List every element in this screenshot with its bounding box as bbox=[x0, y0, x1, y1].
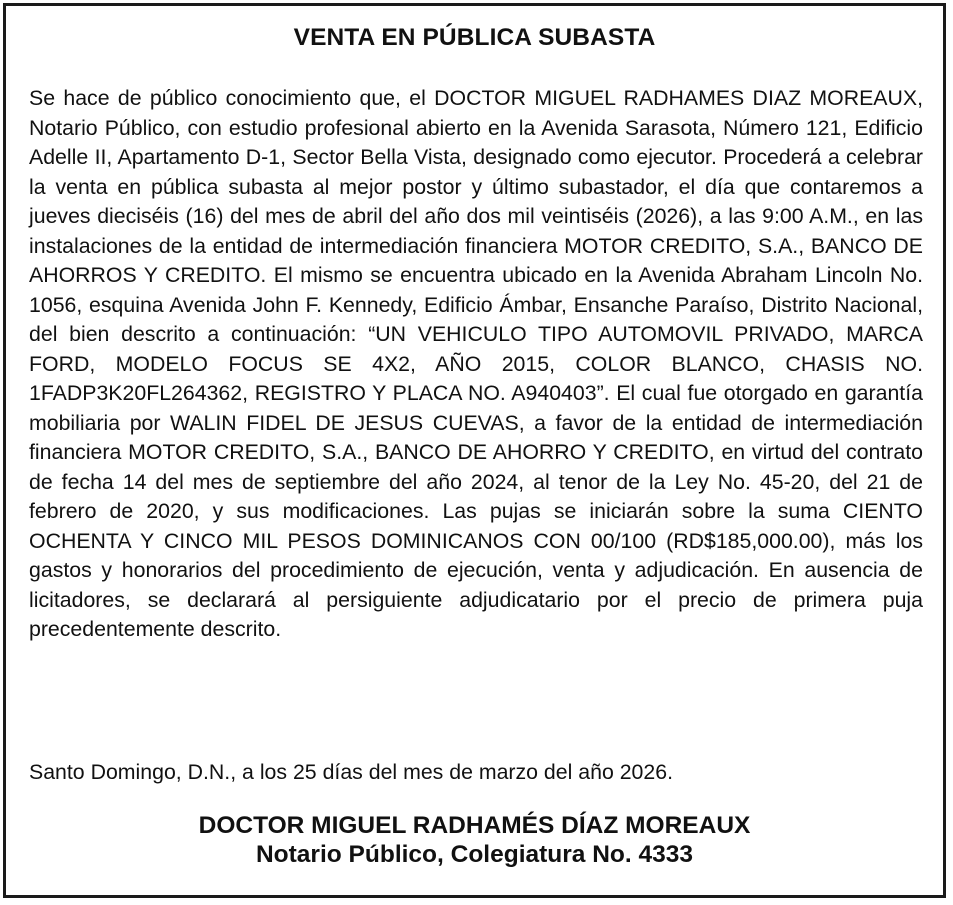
signature-block bbox=[6, 811, 943, 869]
notice-place-date: Santo Domingo, D.N., a los 25 días del mes de marzo del año 2026. bbox=[29, 760, 674, 784]
notice-title: VENTA EN PÚBLICA SUBASTA bbox=[293, 24, 656, 51]
signature-role: Notario Público, Colegiatura No. 4333 bbox=[255, 841, 693, 868]
notice-frame bbox=[3, 3, 946, 898]
notice-body: Se hace de público conocimiento que, el DOCTOR MIGUEL RADHAMES DIAZ MOREAUX, Notario Público, con estudio profesional abierto en la Avenida Sarasota, Número 121, Edificio Adelle II, Apartamento D-1, Sector Bella Vista, designado como ejecutor. Procederá a celebrar la venta en pública subasta al mejor postor y último subastador, el día que contaremos a jueves dieciséis (16) del mes de abril del año dos mil veintiséis (2026), a las 9:00 A.M., en las instalaciones de la entidad de intermediación financiera MOTOR CREDITO, S.A., BANCO DE AHORROS Y CREDITO. El mismo se encuentra ubicado en la Avenida Abraham Lincoln No. 1056, esquina Avenida John F. Kennedy, Edificio Ámbar, Ensanche Paraíso, Distrito Nacional, del bien descrito a continuación: “UN VEHICULO TIPO AUTOMOVIL PRIVADO, MARCA FORD, MODELO FOCUS SE 4X2, AÑO 2015, COLOR BLANCO, CHASIS NO. 1FADP3K20FL264362, REGISTRO Y PLACA NO. A940403”. El cual fue otorgado en garantía mobiliaria por WALIN FIDEL DE JESUS CUEVAS, a favor de la entidad de intermediación financiera MOTOR CREDITO, S.A., BANCO DE AHORRO Y CREDITO, en virtud del contrato de fecha 14 del mes de septiembre del año 2024, al tenor de la Ley No. 45-20, del 21 de febrero de 2020, y sus modificaciones. Las pujas se iniciarán sobre la suma CIENTO OCHENTA Y CINCO MIL PESOS DOMINICANOS CON 00/100 (RD$185,000.00), más los gastos y honorarios del procedimiento de ejecución, venta y adjudicación. En ausencia de licitadores, se declarará al persiguiente adjudicatario por el precio de primera puja precedentemente descrito. bbox=[29, 86, 923, 641]
signature-name: DOCTOR MIGUEL RADHAMÉS DÍAZ MOREAUX bbox=[198, 812, 751, 839]
